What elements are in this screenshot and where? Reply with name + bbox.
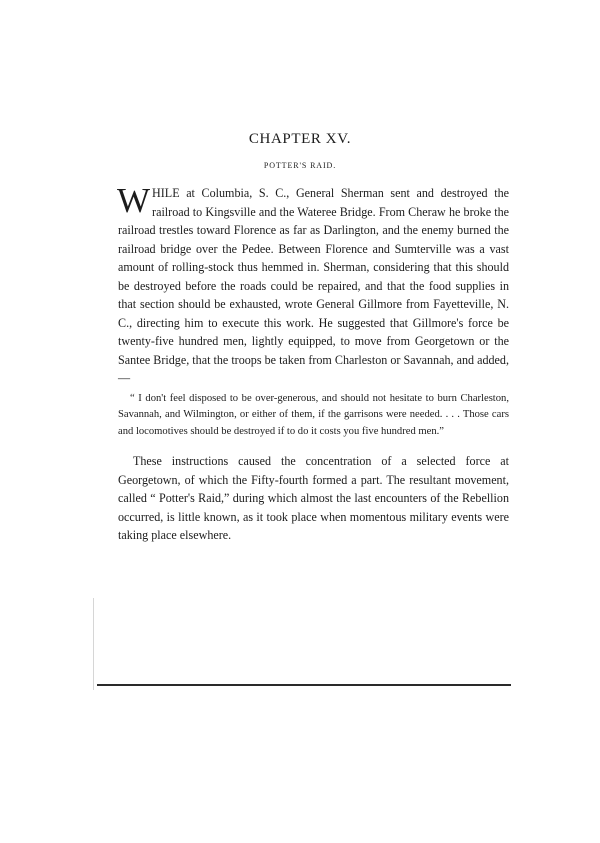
closing-paragraph	[118, 452, 509, 545]
bottom-rule	[97, 684, 511, 686]
page-edge-shadow	[93, 598, 94, 690]
opening-paragraph	[117, 181, 509, 388]
chapter-subtitle: POTTER'S RAID.	[263, 161, 337, 170]
block-quote-text: “ I don't feel disposed to be over-generous, and should not hesitate to burn Charleston, Savannah, and Wilmington, or either of them, if the garrisons were needed. . . . Those cars and locomotives should be destroyed if to do it costs you five hundred men.”	[118, 393, 509, 437]
opening-paragraph-text: HILE at Columbia, S. C., General Sherman sent and destroyed the railroad to Kingsville and the Wateree Bridge. From Cheraw he broke the railroad trestles toward Florence as far as Darlington, and the enemy burned the railroad bridge over the Pedee. Between Florence and Sumterville was a vast amount of rolling-stock thus hemmed in. Sherman, considering that this should be destroyed before the roads could be repaired, and that the food supplies in that section should be exhausted, wrote General Gillmore from Fayetteville, N. C., directing him to execute this work. He suggested that Gillmore's force be twenty-five hundred men, lightly equipped, to move from Georgetown or the Santee Bridge, that the troops be taken from Charleston or Savannah, and added, —	[118, 186, 509, 386]
block-quote	[118, 391, 509, 440]
closing-paragraph-text: These instructions caused the concentration of a selected force at Georgetown, of which the Fifty-fourth formed a part. The resultant movement, called “ Potter's Raid,” during which almost the last encounters of the Rebellion occurred, is little known, as it took place when momentous military events were taking place elsewhere.	[118, 454, 509, 543]
drop-cap: W	[117, 181, 151, 220]
chapter-title: CHAPTER XV.	[248, 131, 352, 147]
